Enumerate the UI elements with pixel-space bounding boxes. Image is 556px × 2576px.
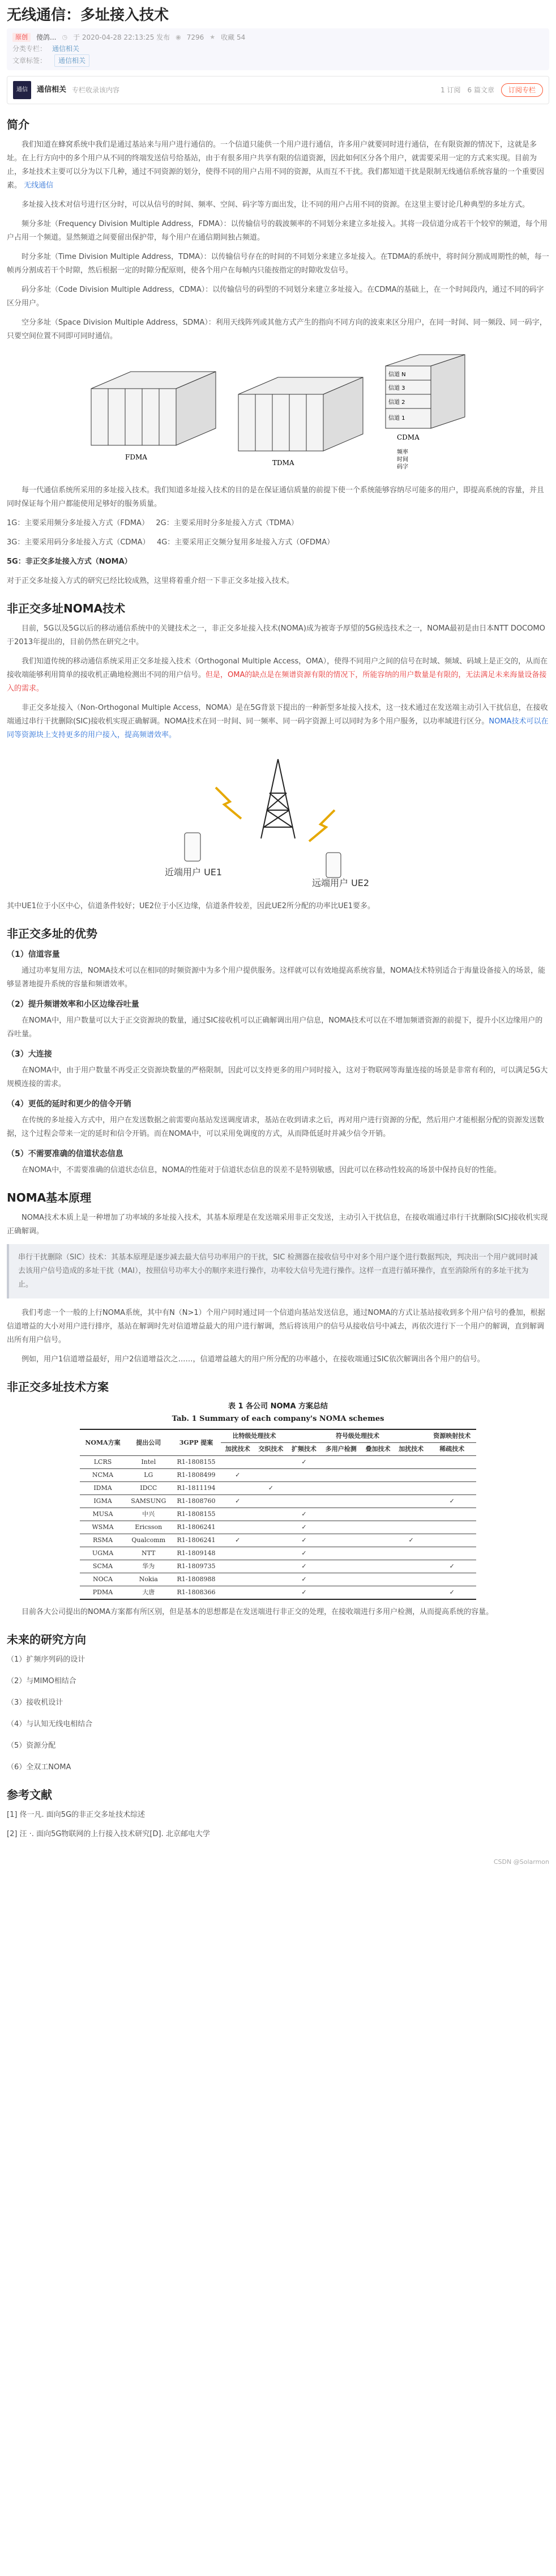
section-future: 未来的研究方向 xyxy=(7,1633,86,1646)
check-cell xyxy=(254,1508,288,1521)
th-sub: 多用户检测 xyxy=(320,1443,361,1456)
tdma-label: TDMA xyxy=(272,459,294,467)
check-cell xyxy=(395,1508,428,1521)
proposal-cell: R1-1808988 xyxy=(172,1573,221,1586)
subscribe-button[interactable]: 订阅专栏 xyxy=(501,83,543,97)
check-cell: ✓ xyxy=(288,1547,321,1560)
table-row xyxy=(80,1508,476,1521)
scheme-cell: IGMA xyxy=(80,1495,126,1508)
view-count: 7296 xyxy=(186,33,204,41)
schemes-table-figure xyxy=(7,1400,549,1600)
check-cell xyxy=(395,1495,428,1508)
adv-h1: （1）信道容量 xyxy=(7,950,60,959)
proposal-cell: R1-1806241 xyxy=(172,1534,221,1547)
adv-h5: （5）不需要准确的信道状态信息 xyxy=(7,1149,123,1159)
publish-date: 于 2020-04-28 22:13:25 发布 xyxy=(73,33,170,41)
th-sub: 交织技术 xyxy=(254,1443,288,1456)
check-cell xyxy=(361,1456,395,1469)
adv-h4: （4）更低的延时和更少的信令开销 xyxy=(7,1100,131,1109)
scheme-cell: SCMA xyxy=(80,1560,126,1573)
proposal-cell: R1-1808499 xyxy=(172,1469,221,1482)
th-sub: 扩频技术 xyxy=(288,1443,321,1456)
check-cell xyxy=(221,1573,254,1586)
check-cell xyxy=(361,1573,395,1586)
check-cell xyxy=(395,1469,428,1482)
check-cell xyxy=(361,1482,395,1495)
future-item-1: （1）扩频序列码的设计 xyxy=(7,1655,85,1664)
th-sub: 加扰技术 xyxy=(395,1443,428,1456)
th-sub: 加扰技术 xyxy=(221,1443,254,1456)
check-cell xyxy=(427,1482,476,1495)
author-name[interactable]: 傻鸽... xyxy=(36,33,57,41)
check-cell xyxy=(221,1456,254,1469)
favorite-count[interactable]: 收藏 54 xyxy=(221,33,246,41)
check-cell xyxy=(427,1508,476,1521)
check-cell xyxy=(361,1547,395,1560)
principle-p2: 我们考虑一个一般的上行NOMA系统，其中有N（N>1）个用户同时通过同一个信道向基站发送信息，通过NOMA的方式让基站接收到多个用户信号的叠加，根据信道增益的大小对用户进行排序，基站在解调时先对信道增益最大的用户进行解调，然后将该用户的信号从接收信号中减去，再依次进行下一个用户的解调，直到解调出所有用户信号。 xyxy=(7,1309,545,1344)
check-cell xyxy=(427,1469,476,1482)
intro-p4: 对于正交多址接入方式的研究已经比较成熟，这里将着重介绍一下非正交多址接入技术。 xyxy=(7,577,294,585)
proposal-cell: R1-1808760 xyxy=(172,1495,221,1508)
check-cell xyxy=(395,1547,428,1560)
future-item-3: （3）接收机设计 xyxy=(7,1698,63,1707)
fdma-desc: 频分多址（Frequency Division Multiple Address，FDMA）：以传输信号的载波频率的不同划分来建立多址接入。其将一段信道分成若干个较窄的频道，每个用户占用一个频道。显然频道之间要留出保护带，每个用户在通信期间独占频道。 xyxy=(7,220,548,242)
check-cell xyxy=(395,1586,428,1600)
proposal-cell: R1-1808366 xyxy=(172,1586,221,1600)
check-cell xyxy=(320,1560,361,1573)
proposal-cell: R1-1806241 xyxy=(172,1521,221,1534)
check-cell xyxy=(361,1469,395,1482)
gen-row-1: 1G：主要采用频分多址接入方式（FDMA） 2G：主要采用时分多址接入方式（TDMA） xyxy=(7,519,298,527)
scheme-cell: NCMA xyxy=(80,1469,126,1482)
cdma-ch-2: 信道 2 xyxy=(388,399,405,406)
th-group-symbol: 符号级处理技术 xyxy=(288,1429,428,1443)
check-cell xyxy=(361,1586,395,1600)
check-cell xyxy=(427,1534,476,1547)
check-cell xyxy=(361,1521,395,1534)
check-cell xyxy=(395,1456,428,1469)
column-card[interactable] xyxy=(7,76,549,104)
check-cell: ✓ xyxy=(395,1534,428,1547)
check-cell xyxy=(254,1560,288,1573)
proposal-cell: R1-1809148 xyxy=(172,1547,221,1560)
check-cell xyxy=(221,1560,254,1573)
adv-p1: 通过功率复用方法，NOMA技术可以在相同的时频资源中为多个用户提供服务。这样就可以有效地提高系统容量，NOMA技术特别适合于海量设备接入的场景，能够显著地提升系统的容量和频谱效率。 xyxy=(7,966,546,989)
intro-p1: 我们知道在蜂窝系统中我们是通过基站来与用户进行通信的。一个信道只能供一个用户进行通信，许多用户就要同时进行通信，在有限资源的情况下，这就是多址。在上行方向中的多个用户从不同的终端发送信号给基站，由于有很多用户共享有限的信道资源，因此如何区分各个用户，就需要采用一定的方式来实现。目前为止，多址技术主要可以分为以下几种，通过不同资源的划分，使得不同的用户占用不同的资源，从而互不干扰。我们都知道干扰是限制无线通信系统容量的一个重要因素。 无线通信 xyxy=(7,140,545,190)
noma-p1: 目前，5G以及5G以后的移动通信系统中的关键技术之一，非正交多址接入技术(NOMA)成为被寄予厚望的5G候选技术之一，NOMA最初是由日本NTT DOCOMO于2013年提出的，目前仍然在研究之中。 xyxy=(7,624,545,646)
column-name[interactable]: 通信相关 xyxy=(37,86,67,94)
cdma-label: CDMA xyxy=(397,433,420,441)
check-cell xyxy=(221,1508,254,1521)
scheme-cell: LCRS xyxy=(80,1456,126,1469)
multiple-access-figure xyxy=(7,349,549,478)
noma-p3: 非正交多址接入（Non-Orthogonal Multiple Access，NOMA）是在5G背景下提出的一种新型多址接入技术，这一技术通过在发送端主动引入干扰信息，在接收端通过串行干扰删除(SIC)接收机实现正确解调。NOMA技术在同一时间、同一频率、同一码字资源上可以同时为多个用户服务，以功率域进行区分。NOMA技术可以在同等资源块上支持更多的用户接入，提高频谱效率。 xyxy=(7,704,549,739)
article-title: 无线通信：多址接入技术 xyxy=(7,7,169,24)
tags-label: 文章标签： xyxy=(12,57,47,65)
cdma-ch-n: 信道 N xyxy=(388,372,406,378)
proposal-cell: R1-1808155 xyxy=(172,1456,221,1469)
check-cell: ✓ xyxy=(288,1560,321,1573)
section-schemes: 非正交多址技术方案 xyxy=(7,1380,109,1394)
check-cell xyxy=(320,1586,361,1600)
section-intro: 简介 xyxy=(7,118,29,131)
check-cell xyxy=(254,1495,288,1508)
noma-caption: 其中UE1位于小区中心，信道条件较好；UE2位于小区边缘，信道条件较差，因此UE2所分配的功率比UE1要多。 xyxy=(7,902,375,910)
check-cell xyxy=(427,1573,476,1586)
ref-1: [1] 佟一凡. 面向5G的非正交多址技术综述 xyxy=(7,1811,146,1819)
check-cell xyxy=(221,1586,254,1600)
check-cell xyxy=(254,1547,288,1560)
cdma-ch-3: 信道 3 xyxy=(388,385,405,391)
check-cell xyxy=(288,1482,321,1495)
check-cell xyxy=(320,1573,361,1586)
article-meta xyxy=(7,28,549,70)
th-3gpp: 3GPP 提案 xyxy=(172,1429,221,1456)
check-cell xyxy=(361,1508,395,1521)
check-cell xyxy=(288,1495,321,1508)
sdma-desc: 空分多址（Space Division Multiple Address，SDMA）：利用天线阵列或其他方式产生的指向不同方向的波束来区分用户，在同一时间、同一频段、同一码字，只要空间位置不同即可同时通信。 xyxy=(7,318,547,340)
check-cell xyxy=(361,1495,395,1508)
principle-p3: 例如，用户1信道增益最好，用户2信道增益次之……，信道增益越大的用户所分配的功率越小，在接收端通过SIC依次解调出各个用户的信号。 xyxy=(22,1355,485,1364)
company-cell: IDCC xyxy=(126,1482,172,1495)
company-cell: Ericsson xyxy=(126,1521,172,1534)
check-cell: ✓ xyxy=(288,1456,321,1469)
proposal-cell: R1-1811194 xyxy=(172,1482,221,1495)
column-desc: 专栏收录该内容 xyxy=(72,86,120,94)
legend-freq: 频率 xyxy=(397,449,408,455)
table-body xyxy=(80,1456,476,1600)
gen-row-2: 3G：主要采用码分多址接入方式（CDMA） 4G：主要采用正交频分复用多址接入方式（OFDMA） xyxy=(7,538,335,547)
th-scheme: NOMA方案 xyxy=(80,1429,126,1456)
original-badge: 原创 xyxy=(12,33,31,42)
legend-time: 时间 xyxy=(397,457,408,463)
sic-quote: 串行干扰删除（SIC）技术：其基本原理是逐步减去最大信号功率用户的干扰，SIC 检测器在接收信号中对多个用户逐个进行数据判决，判决出一个用户就同时减去该用户信号造成的多址干扰（MAI），按照信号功率大小的顺序来进行操作，功率较大信号先进行操作。这样一直进行循环操作，直至消除所有的多址干扰为止。 xyxy=(7,1244,549,1298)
check-cell xyxy=(395,1560,428,1573)
adv-p2: 在NOMA中，用户数量可以大于正交资源块的数量，通过SIC接收机可以正确解调出用户信息，NOMA技术可以在不增加频谱资源的前提下，提升小区边缘用户的吞吐量。 xyxy=(7,1016,543,1038)
check-cell xyxy=(427,1547,476,1560)
section-refs: 参考文献 xyxy=(7,1788,52,1802)
tdma-desc: 时分多址（Time Division Multiple Address，TDMA）：以传输信号存在的时间的不同划分来建立多址接入。在TDMA的系统中，将时间分割成周期性的帧，每一帧再分割成若干个时隙，然后根据一定的时隙分配原则，使各个用户在每帧内只能按指定的时隙收发信号。 xyxy=(7,253,549,275)
adv-h2: （2）提升频谱效率和小区边缘吞吐量 xyxy=(7,1000,139,1009)
scheme-cell: NOCA xyxy=(80,1573,126,1586)
wireless-link[interactable]: 无线通信 xyxy=(24,181,54,190)
scheme-cell: PDMA xyxy=(80,1586,126,1600)
th-sub: 稀疏技术 xyxy=(427,1443,476,1456)
check-cell: ✓ xyxy=(254,1482,288,1495)
check-cell xyxy=(320,1469,361,1482)
column-thumbnail: 通信 xyxy=(13,81,31,99)
check-cell xyxy=(395,1521,428,1534)
table-row xyxy=(80,1547,476,1560)
check-cell xyxy=(254,1573,288,1586)
noma-schemes-table xyxy=(80,1429,476,1600)
csdn-watermark: CSDN @Solarmon xyxy=(493,1858,549,1866)
check-cell: ✓ xyxy=(221,1495,254,1508)
near-user-label: 近端用户 UE1 xyxy=(165,867,223,878)
table-note: 目前各大公司提出的NOMA方案都有所区别，但是基本的思想都是在发送端进行非正交的处理，在接收端进行多用户检测，从而提高系统的容量。 xyxy=(22,1608,494,1616)
gen-row-3: 5G：非正交多址接入方式（NOMA） xyxy=(7,557,132,566)
check-cell xyxy=(254,1456,288,1469)
table-row xyxy=(80,1586,476,1600)
eye-icon: ◉ xyxy=(176,33,181,41)
check-cell xyxy=(320,1508,361,1521)
far-user-label: 远端用户 UE2 xyxy=(312,878,370,888)
proposal-cell: R1-1809735 xyxy=(172,1560,221,1573)
company-cell: Intel xyxy=(126,1456,172,1469)
ref-2: [2] 汪 ·. 面向5G物联网的上行接入技术研究[D]. 北京邮电大学 xyxy=(7,1830,210,1838)
cdma-ch-1: 信道 1 xyxy=(388,415,405,421)
noma-user-figure xyxy=(7,748,549,894)
future-item-6: （6）全双工NOMA xyxy=(7,1763,71,1772)
intro-p2: 多址接入技术对信号进行区分时，可以从信号的时间、频率、空间、码字等方面出发，让不同的用户占用不同的资源。在这里主要讨论几种典型的多址方式。 xyxy=(22,201,530,209)
future-item-4: （4）与认知无线电相结合 xyxy=(7,1720,93,1728)
check-cell: ✓ xyxy=(288,1521,321,1534)
check-cell xyxy=(320,1547,361,1560)
principle-p1: NOMA技术本质上是一种增加了功率域的多址接入技术，其基本原理是在发送端采用非正交发送，主动引入干扰信息，在接收端通过串行干扰删除(SIC)接收机实现正确解调。 xyxy=(7,1214,548,1236)
scheme-cell: UGMA xyxy=(80,1547,126,1560)
future-item-5: （5）资源分配 xyxy=(7,1742,56,1750)
company-cell: LG xyxy=(126,1469,172,1482)
check-cell xyxy=(320,1521,361,1534)
check-cell xyxy=(254,1469,288,1482)
scheme-cell: RSMA xyxy=(80,1534,126,1547)
check-cell xyxy=(320,1482,361,1495)
adv-p3: 在NOMA中，由于用户数量不再受正交资源块数量的严格限制，因此可以支持更多的用户同时接入，这对于物联网等海量连接的场景是非常有利的，可以满足5G大规模连接的需求。 xyxy=(7,1066,548,1088)
check-cell xyxy=(361,1534,395,1547)
scheme-cell: MUSA xyxy=(80,1508,126,1521)
company-cell: 华为 xyxy=(126,1560,172,1573)
company-cell: NTT xyxy=(126,1547,172,1560)
column-article-count: 6 篇文章 xyxy=(467,86,494,94)
check-cell xyxy=(427,1521,476,1534)
article-tag[interactable]: 通信相关 xyxy=(54,54,89,67)
table-row xyxy=(80,1469,476,1482)
th-group-resource: 资源映射技术 xyxy=(427,1429,476,1443)
check-cell xyxy=(395,1573,428,1586)
check-cell xyxy=(320,1495,361,1508)
section-principle: NOMA基本原理 xyxy=(7,1191,92,1204)
th-sub: 叠加技术 xyxy=(361,1443,395,1456)
scheme-cell: IDMA xyxy=(80,1482,126,1495)
company-cell: Nokia xyxy=(126,1573,172,1586)
table-row xyxy=(80,1456,476,1469)
check-cell: ✓ xyxy=(288,1573,321,1586)
check-cell xyxy=(221,1547,254,1560)
th-company: 提出公司 xyxy=(126,1429,172,1456)
check-cell xyxy=(254,1586,288,1600)
check-cell: ✓ xyxy=(288,1534,321,1547)
scheme-cell: WSMA xyxy=(80,1521,126,1534)
star-icon[interactable]: ★ xyxy=(209,33,216,41)
check-cell xyxy=(361,1560,395,1573)
table-row xyxy=(80,1495,476,1508)
check-cell xyxy=(427,1456,476,1469)
adv-h3: （3）大连接 xyxy=(7,1050,52,1059)
column-subscribers: 1 订阅 xyxy=(440,86,461,94)
adv-p4: 在传统的多址接入方式中，用户在发送数据之前需要向基站发送调度请求，基站在收到请求之后，再对用户进行资源的分配，然后用户才能根据分配的资源发送数据，这个过程会带来一定的延时和信令开销。而在NOMA中，可以采用免调度的方式，从而降低延时并减少信令开销。 xyxy=(7,1116,545,1138)
table-row xyxy=(80,1534,476,1547)
check-cell xyxy=(254,1521,288,1534)
check-cell xyxy=(221,1482,254,1495)
check-cell xyxy=(221,1521,254,1534)
legend-code: 码字 xyxy=(397,464,408,470)
company-cell: 大唐 xyxy=(126,1586,172,1600)
table-title-en: Tab. 1 Summary of each company's NOMA schemes xyxy=(172,1415,384,1423)
table-row xyxy=(80,1573,476,1586)
access-diagram xyxy=(80,349,476,474)
th-group-bit: 比特级处理技术 xyxy=(221,1429,287,1443)
table-title-cn: 表 1 各公司 NOMA 方案总结 xyxy=(228,1402,328,1411)
check-cell: ✓ xyxy=(221,1534,254,1547)
fdma-label: FDMA xyxy=(125,453,147,461)
check-cell xyxy=(288,1469,321,1482)
check-cell: ✓ xyxy=(288,1508,321,1521)
noma-scene xyxy=(131,748,425,889)
column-link[interactable]: 通信相关 xyxy=(52,45,80,53)
intro-p3: 每一代通信系统所采用的多址接入技术。我们知道多址接入技术的目的是在保证通信质量的前提下使一个系统能够容纳尽可能多的用户，即提高系统的容量，并且同时保证每个用户都能使用足够好的服务质量。 xyxy=(7,486,545,508)
check-cell xyxy=(254,1534,288,1547)
check-cell: ✓ xyxy=(427,1586,476,1600)
section-noma: 非正交多址NOMA技术 xyxy=(7,602,126,615)
cdma-desc: 码分多址（Code Division Multiple Address，CDMA）：以传输信号的码型的不同划分来建立多址接入。在CDMA的基础上，在一个时间段内，通过不同的码字区分用户。 xyxy=(7,286,544,308)
check-cell: ✓ xyxy=(221,1469,254,1482)
company-cell: SAMSUNG xyxy=(126,1495,172,1508)
check-cell xyxy=(320,1534,361,1547)
check-cell xyxy=(395,1482,428,1495)
company-cell: Qualcomm xyxy=(126,1534,172,1547)
proposal-cell: R1-1808155 xyxy=(172,1508,221,1521)
check-cell: ✓ xyxy=(427,1560,476,1573)
check-cell: ✓ xyxy=(288,1586,321,1600)
column-label: 分类专栏： xyxy=(12,45,47,53)
table-row xyxy=(80,1560,476,1573)
clock-icon: ◷ xyxy=(62,33,68,41)
check-cell xyxy=(320,1456,361,1469)
table-row xyxy=(80,1521,476,1534)
noma-p2: 我们知道传统的移动通信系统采用正交多址接入技术（Orthogonal Multiple Access，OMA），使得不同用户之间的信号在时域、频域、码域上是正交的，从而在接收端能够利用简单的接收机正确地检测出不同的用户信号。但是，OMA的缺点是在频谱资源有限的情况下，所能容纳的用户数量是有限的，无法满足未来海量设备接入的需求。 xyxy=(7,657,548,693)
table-row xyxy=(80,1482,476,1495)
company-cell: 中兴 xyxy=(126,1508,172,1521)
adv-p5: 在NOMA中，不需要准确的信道状态信息，NOMA的性能对于信道状态信息的误差不是特别敏感，因此可以在移动性较高的场景中保持良好的性能。 xyxy=(22,1166,502,1174)
section-advantages: 非正交多址的优势 xyxy=(7,927,97,940)
future-item-2: （2）与MIMO相结合 xyxy=(7,1677,76,1685)
check-cell: ✓ xyxy=(427,1495,476,1508)
